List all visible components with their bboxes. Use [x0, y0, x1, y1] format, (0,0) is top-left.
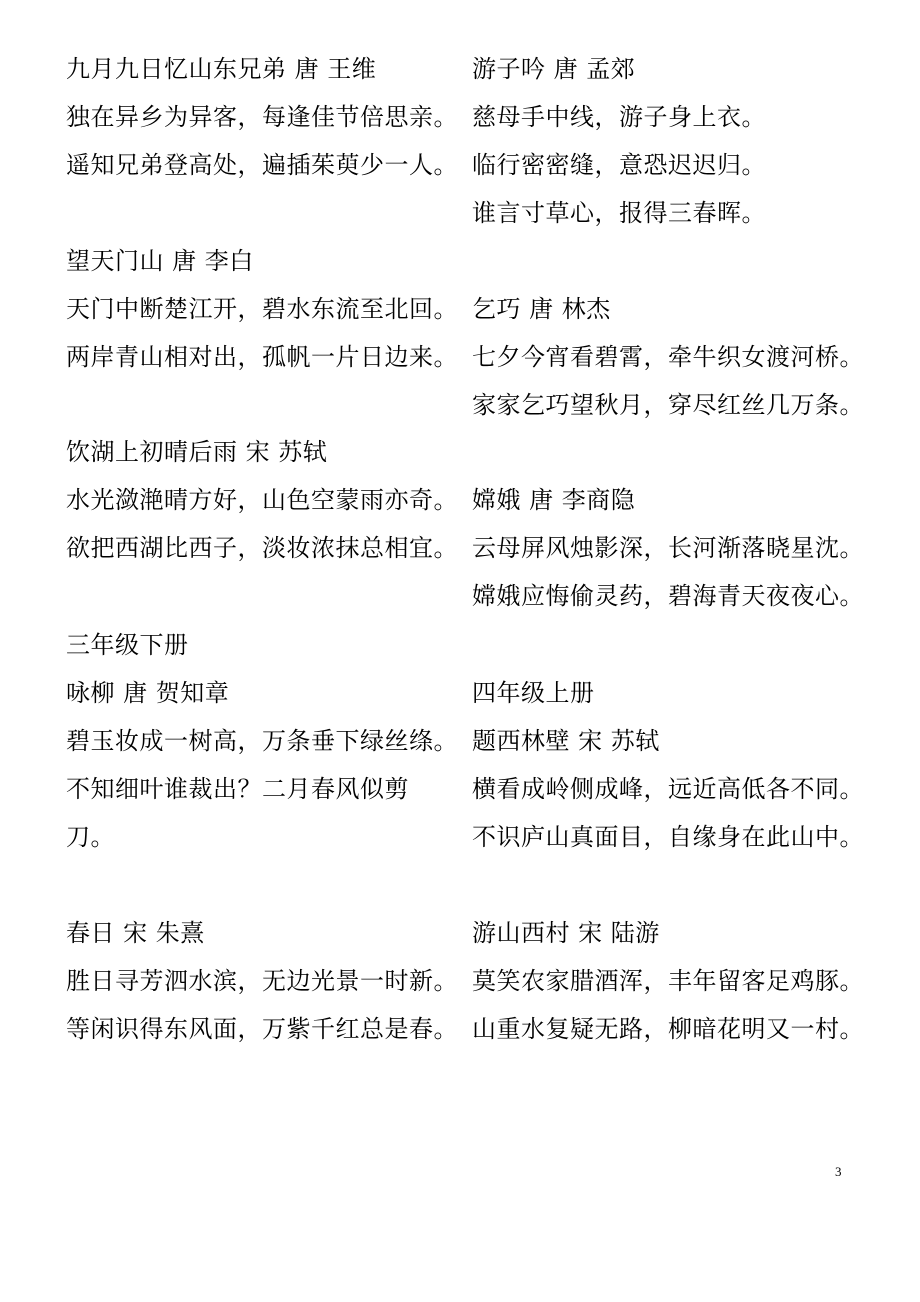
poem-line: 慈母手中线，游子身上衣。 [472, 103, 766, 131]
poem-line: 不知细叶谁裁出？二月春风似剪 [66, 775, 409, 803]
poem-title-yongliu: 咏柳 唐 贺知章 [66, 679, 230, 707]
poem-title-wangtianmenshan: 望天门山 唐 李白 [66, 247, 254, 275]
poem-line: 不识庐山真面目，自缘身在此山中。 [472, 823, 864, 851]
poem-line: 天门中断楚江开，碧水东流至北回。 [66, 295, 458, 323]
poem-title-yinhu: 饮湖上初晴后雨 宋 苏轼 [66, 438, 328, 466]
poem-line: 独在异乡为异客，每逢佳节倍思亲。 [66, 103, 458, 131]
section-heading-grade4-vol1: 四年级上册 [472, 679, 595, 707]
page-number: 3 [835, 1164, 842, 1179]
poem-line: 七夕今宵看碧霄，牵牛织女渡河桥。 [472, 343, 864, 371]
poem-line: 嫦娥应悔偷灵药，碧海青天夜夜心。 [472, 582, 864, 610]
poem-title-youziyin: 游子吟 唐 孟郊 [472, 55, 636, 83]
poem-line: 水光潋滟晴方好，山色空蒙雨亦奇。 [66, 486, 458, 514]
poem-title-chang-e: 嫦娥 唐 李商隐 [472, 486, 636, 514]
poem-title-tixilinbi: 题西林壁 宋 苏轼 [472, 727, 660, 755]
poem-line: 等闲识得东风面，万紫千红总是春。 [66, 1015, 458, 1043]
poem-title-chunri: 春日 宋 朱熹 [66, 919, 205, 947]
poem-line: 临行密密缝，意恐迟迟归。 [472, 151, 766, 179]
section-heading-grade3-vol2: 三年级下册 [66, 631, 189, 659]
poem-title-jiuyue: 九月九日忆山东兄弟 唐 王维 [66, 55, 377, 83]
poem-title-youshanxicun: 游山西村 宋 陆游 [472, 919, 660, 947]
poem-line: 两岸青山相对出，孤帆一片日边来。 [66, 343, 458, 371]
poem-line: 山重水复疑无路，柳暗花明又一村。 [472, 1015, 864, 1043]
poem-line: 家家乞巧望秋月，穿尽红丝几万条。 [472, 391, 864, 419]
poem-line: 碧玉妆成一树高，万条垂下绿丝绦。 [66, 727, 458, 755]
poem-line: 莫笑农家腊酒浑，丰年留客足鸡豚。 [472, 967, 864, 995]
poem-line: 欲把西湖比西子，淡妆浓抹总相宜。 [66, 534, 458, 562]
poem-line: 云母屏风烛影深，长河渐落晓星沈。 [472, 534, 864, 562]
poem-line: 横看成岭侧成峰，远近高低各不同。 [472, 775, 864, 803]
poem-line: 刀。 [66, 823, 115, 851]
poem-title-qiqiao: 乞巧 唐 林杰 [472, 295, 611, 323]
poem-line: 遥知兄弟登高处，遍插茱萸少一人。 [66, 151, 458, 179]
poem-line: 谁言寸草心，报得三春晖。 [472, 199, 766, 227]
poem-line: 胜日寻芳泗水滨，无边光景一时新。 [66, 967, 458, 995]
